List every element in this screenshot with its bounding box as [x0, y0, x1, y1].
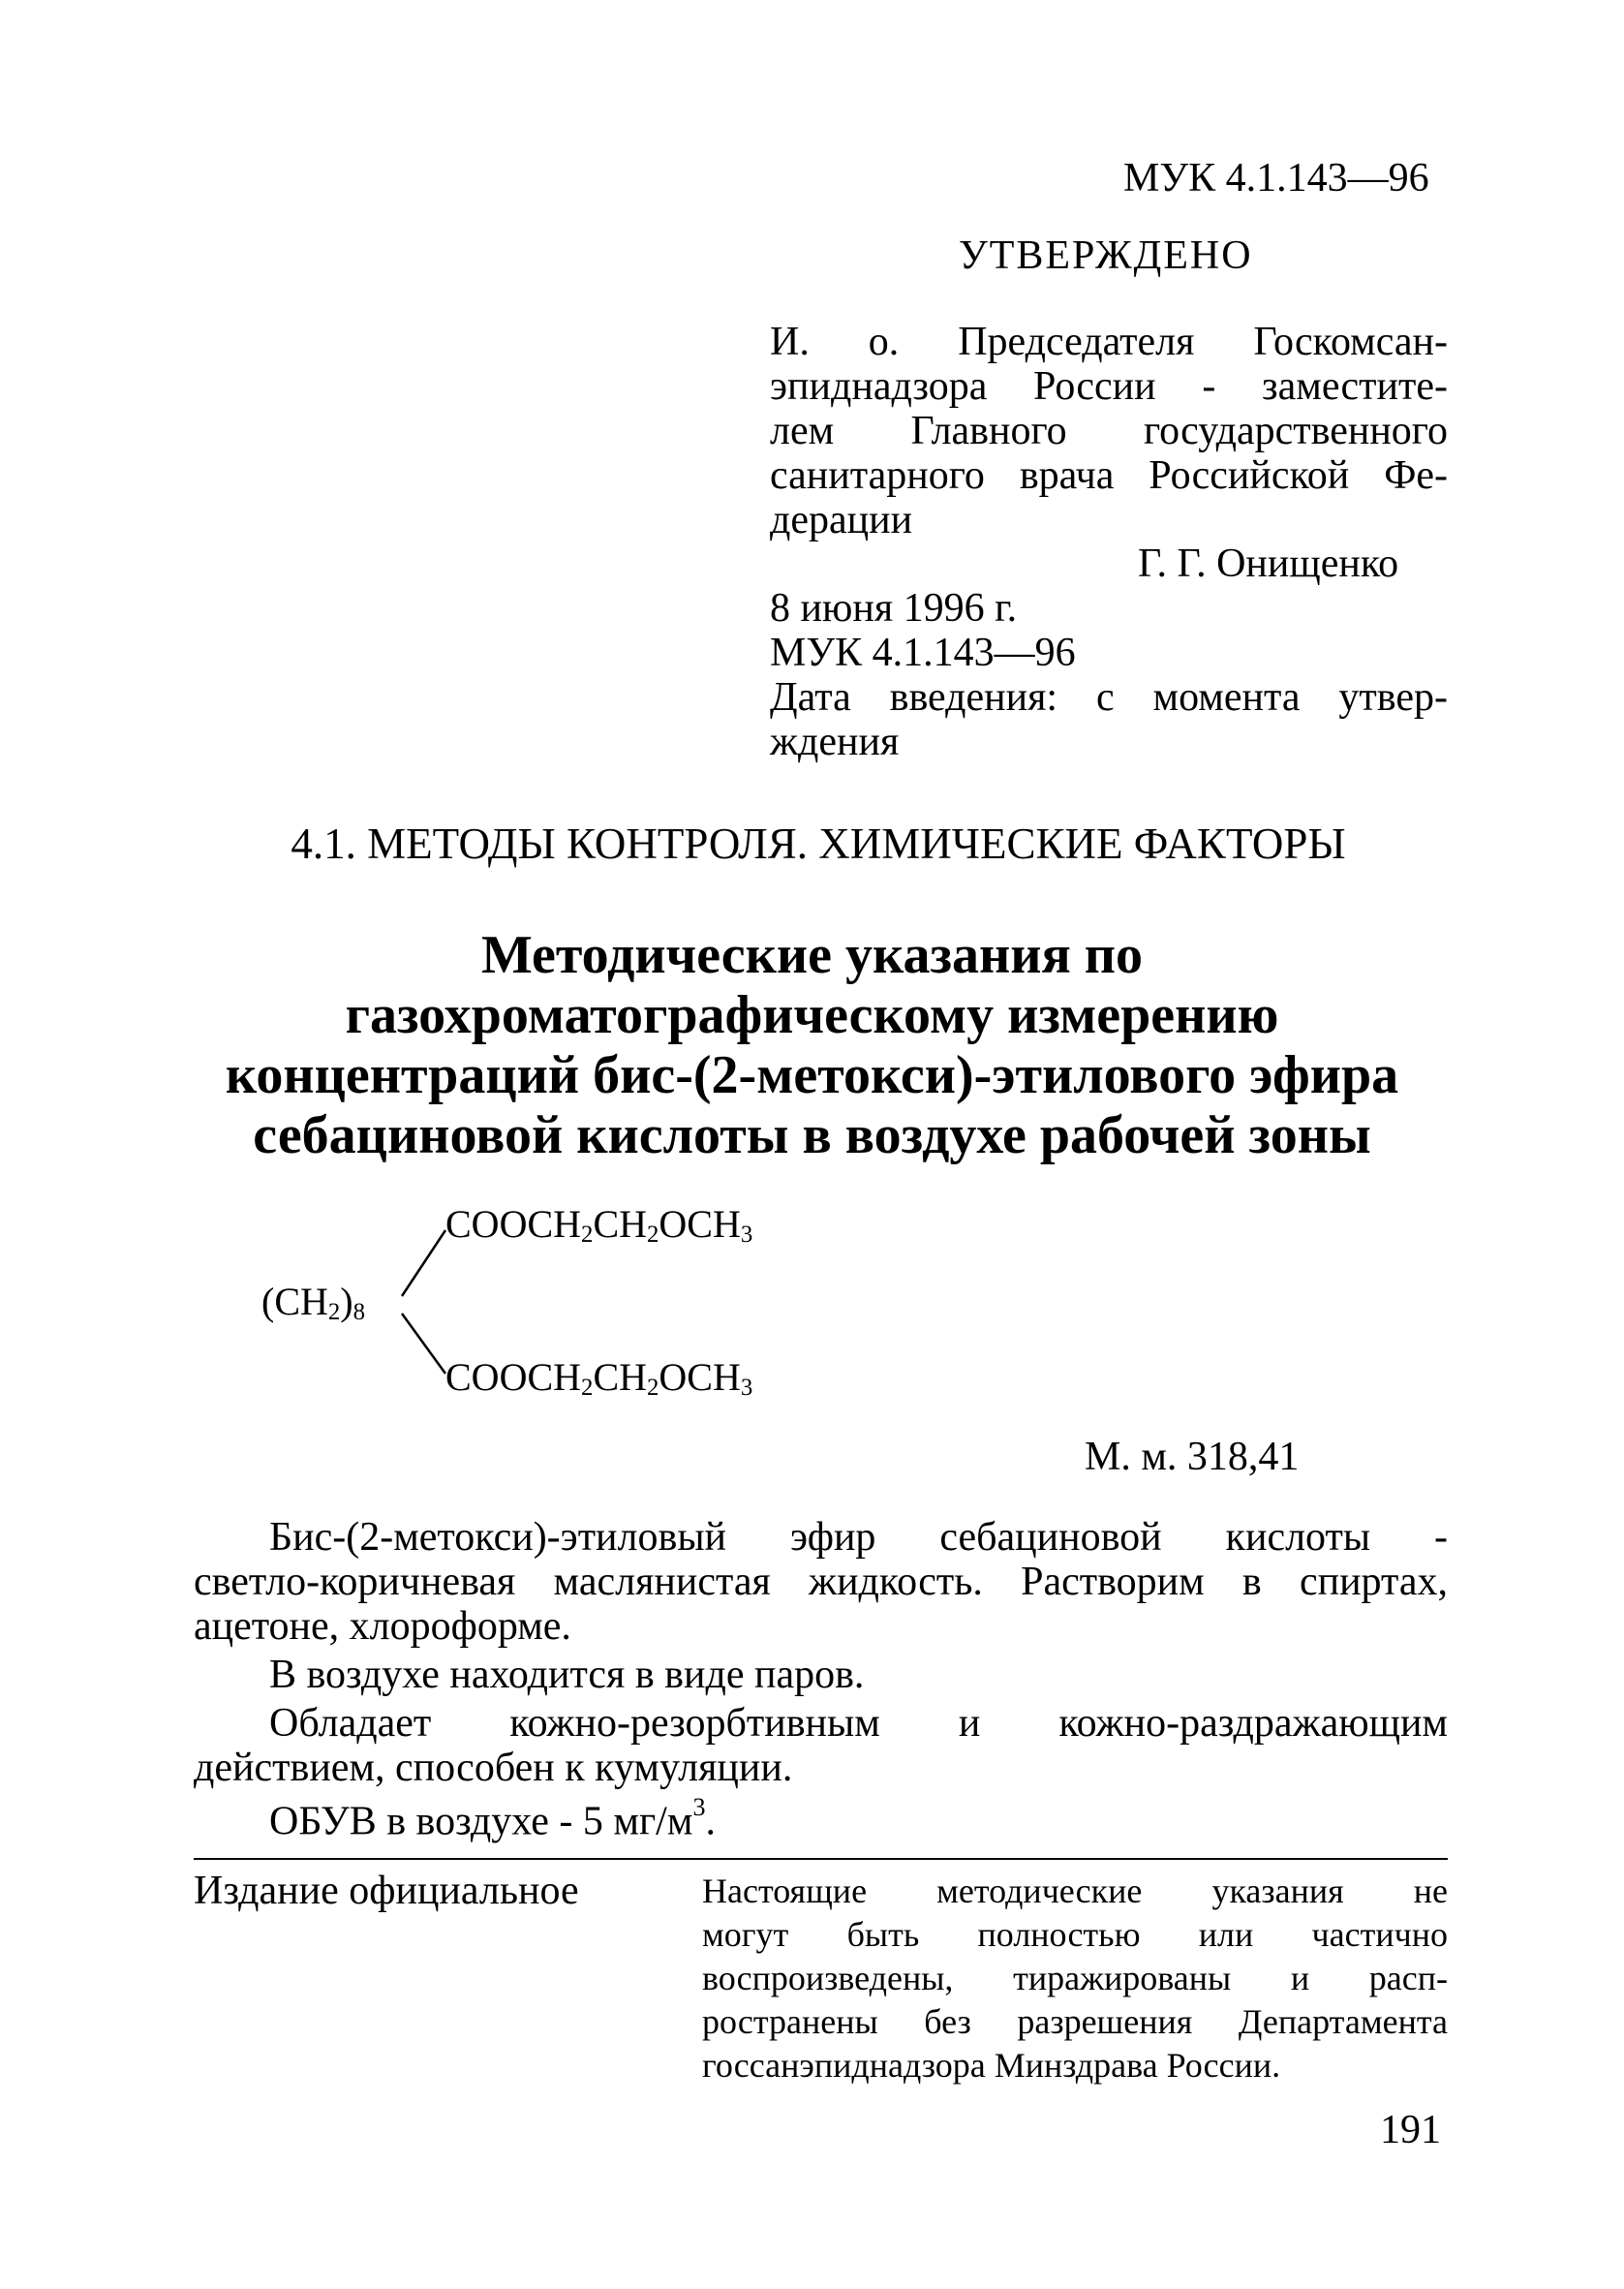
effective-date-line: Дата введения: с момента утвер-: [770, 675, 1448, 720]
obuv-text: ОБУВ в воздухе - 5 мг/м: [269, 1799, 693, 1844]
formula-top-group: $COOCH_2CH_2OCH_3$: [445, 1202, 753, 1248]
doc-code: МУК 4.1.143—96: [1123, 156, 1429, 201]
molecular-mass: М. м. 318,41: [1085, 1435, 1300, 1479]
approver-line: дерации: [770, 498, 913, 542]
title-line: концентраций бис-(2-метокси)-этилового эфира: [225, 1045, 1399, 1105]
formula-bonds: [387, 1228, 465, 1383]
footer-divider: [194, 1858, 1448, 1860]
title-line: себациновой кислоты в воздухе рабочей зоны: [253, 1105, 1371, 1165]
notice-line: ространены без разрешения Департамента: [702, 2002, 1448, 2041]
formula-left-group: $(CH_2)_8$: [261, 1280, 366, 1325]
reproduction-notice: [702, 1870, 1448, 2088]
body-line: Бис-(2-метокси)-этиловый эфир себациновой кислоты -: [269, 1515, 1448, 1560]
approver-line: И. о. Председателя Госкомсан-: [770, 320, 1448, 364]
title-line: Методические указания по: [480, 925, 1144, 985]
section-heading: 4.1. МЕТОДЫ КОНТРОЛЯ. ХИМИЧЕСКИЕ ФАКТОРЫ: [291, 820, 1346, 868]
body-line: В воздухе находится в виде паров.: [269, 1653, 865, 1697]
body-line: светло-коричневая маслянистая жидкость. Растворим в спиртах,: [194, 1560, 1448, 1604]
document-title: [145, 925, 1479, 1165]
approver-block: [770, 320, 1448, 542]
body-line: Обладает кожно-резорбтивным и кожно-раздражающим: [269, 1701, 1448, 1746]
notice-line: могут быть полностью или частично: [702, 1915, 1448, 1954]
approved-label: УТВЕРЖДЕНО: [959, 233, 1253, 278]
obuv-line: [269, 1793, 716, 1845]
body-line: действием, способен к кумуляции.: [194, 1746, 793, 1790]
doc-code-repeat: МУК 4.1.143—96: [770, 631, 1076, 675]
approver-line: санитарного врача Российской Фе-: [770, 453, 1448, 498]
page-number: 191: [1380, 2108, 1441, 2152]
obuv-end: .: [705, 1799, 716, 1844]
signatory: Г. Г. Онищенко: [1138, 541, 1399, 586]
approver-line: эпиднадзора России - заместите-: [770, 364, 1448, 409]
notice-line: Настоящие методические указания не: [702, 1871, 1448, 1910]
bond-line-down: [402, 1314, 445, 1374]
body-line: ацетоне, хлороформе.: [194, 1604, 571, 1649]
formula-bottom-group: $COOCH_2CH_2OCH_3$: [445, 1355, 753, 1401]
edition-label: Издание официальное: [194, 1869, 579, 1913]
notice-line: воспроизведены, тиражированы и расп-: [702, 1959, 1448, 1997]
bond-line-up: [402, 1230, 445, 1296]
approver-line: лем Главного государственного: [770, 409, 1448, 453]
title-line: газохроматографическому измерению: [345, 985, 1279, 1045]
approval-date: 8 июня 1996 г.: [770, 586, 1018, 631]
obuv-exponent: 3: [692, 1793, 706, 1821]
notice-line: госсанэпиднадзора Минздрава России.: [702, 2046, 1281, 2085]
effective-date-line: ждения: [770, 720, 900, 764]
